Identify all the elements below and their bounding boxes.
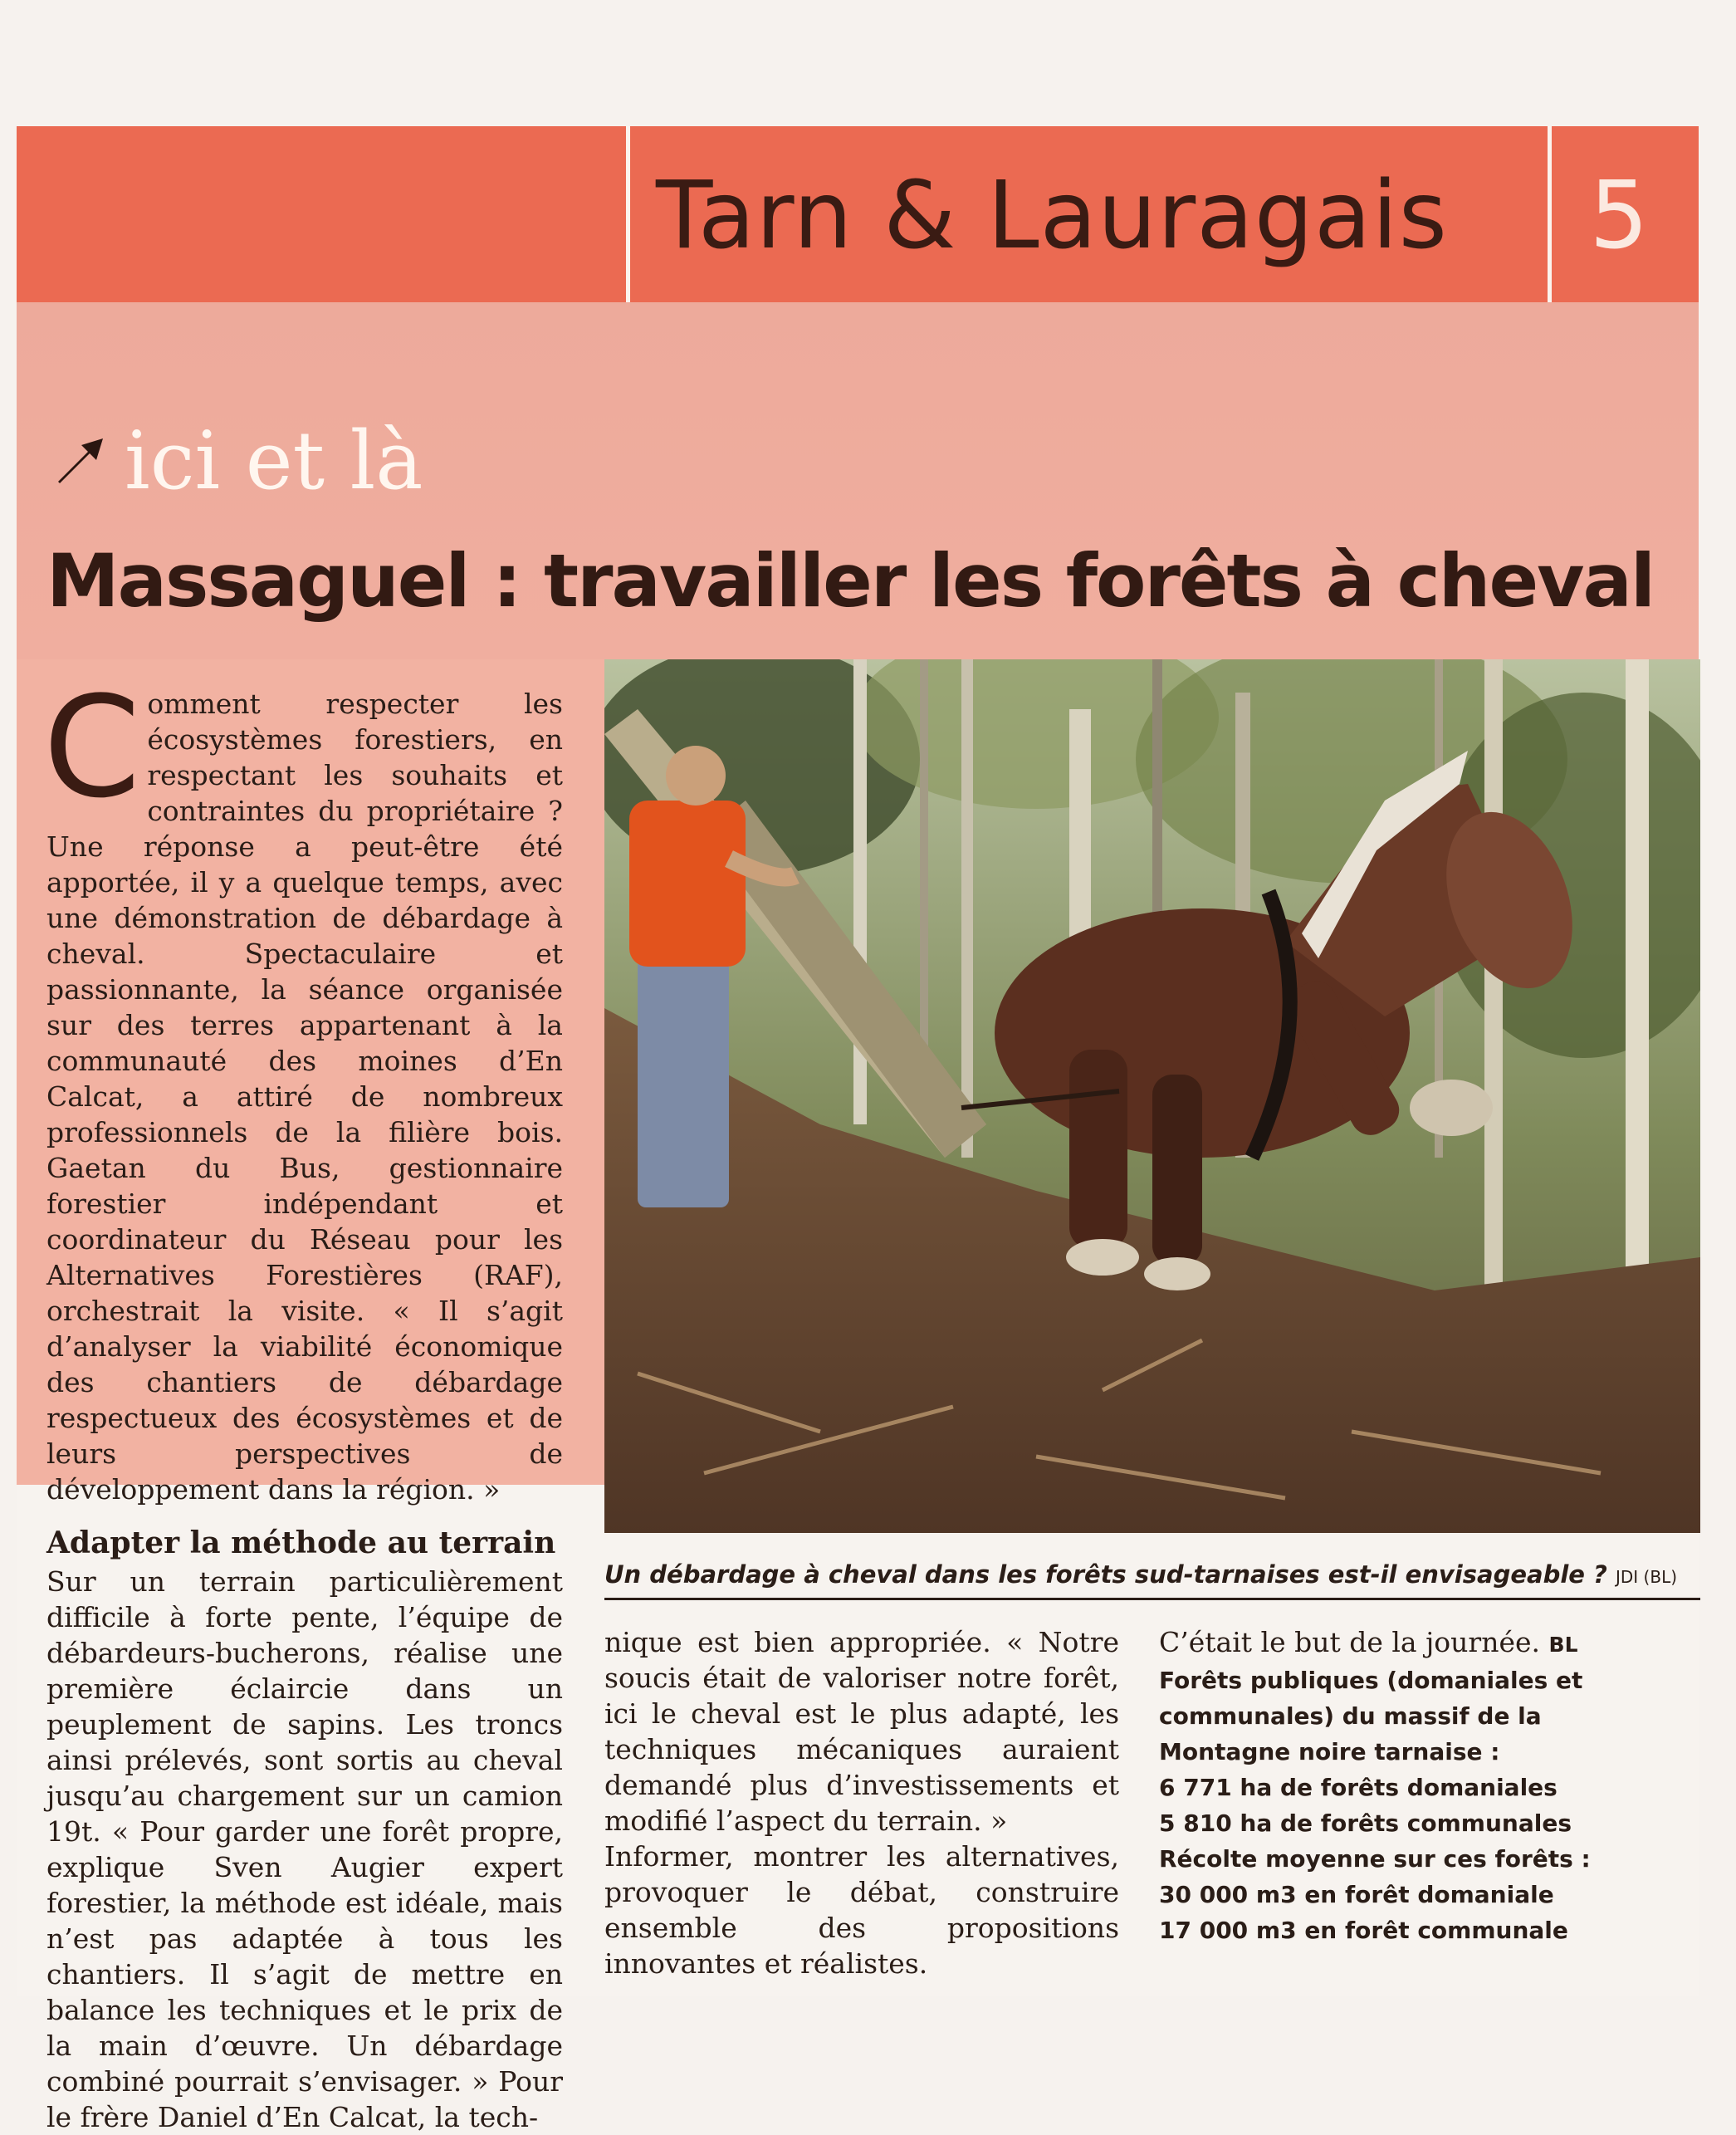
body-paragraph: Sur un terrain particulièrement difficile à forte pente, l’équipe de débardeurs-bucherons, réalise une première éclaircie dans un peuplement de sapins. Les troncs ainsi prélevés, sont sortis au cheval jusqu’au chargement sur un camion 19t. « Pour garder une forêt propre, explique Sven Augier expert forestier, la méthode est idéale, mais n’est pas adaptée à tous les chantiers. Il s’agit de mettre en balance les techniques et le prix de la main d’œuvre. Un débardage combiné pourrait s’envisager. » Pour le frère Daniel d’En Calcat, la tech- <box>46 1565 563 2133</box>
page-number: 5 <box>1589 162 1649 270</box>
photo-caption <box>604 1553 1700 1596</box>
article-headline: Massaguel : travailler les forêts à cheval <box>46 538 1655 624</box>
intro-paragraph: omment respecter les écosystèmes forestiers, en respectant les souhaits et contraintes du propriétaire ? Une réponse a peut-être été apportée, il y a quelque temps, avec une démonstration de débardage à cheval. Spectaculaire et passionnante, la séance organisée sur des terres appartenant à la communauté des moines d’En Calcat, a attiré de nombreux professionnels de la filière bois. Gaetan du Bus, gestionnaire forestier indépendant et coordinateur du Réseau pour les Alternatives Forestières (RAF), orchestrait la visite. « Il s’agit d’analyser la viabilité économique des chantiers de débardage respectueux des écosystèmes et de leurs perspectives de développement dans la région. » <box>46 688 563 1506</box>
section-title: Tarn & Lauragais <box>656 162 1448 270</box>
column-3 <box>1159 1624 1674 1948</box>
body-paragraph: Informer, montrer les alternatives, provoquer le débat, construire ensemble des propositions innovantes et réalistes. <box>604 1840 1119 1980</box>
factbox-line: 17 000 m3 en forêt communale <box>1159 1917 1568 1944</box>
body-paragraph: nique est bien appropriée. « Notre soucis était de valoriser notre forêt, ici le cheval est le plus adapté, les techniques mécaniques auraient demandé plus d’investissements et modifié l’aspect du terrain. » <box>604 1626 1119 1837</box>
caption-rule <box>604 1598 1700 1600</box>
caption-text: Un débardage à cheval dans les forêts sud-tarnaises est-il envisageable ? <box>604 1560 1607 1589</box>
drop-cap: C <box>43 666 141 829</box>
arrow-icon <box>53 432 111 490</box>
banner-divider <box>626 126 630 302</box>
photo-credit: JDI (BL) <box>1615 1567 1678 1587</box>
subheading: Adapter la méthode au terrain <box>46 1525 556 1560</box>
factbox-line: 5 810 ha de forêts communales <box>1159 1809 1572 1837</box>
column-2 <box>604 1624 1119 1981</box>
factbox-line: 30 000 m3 en forêt domaniale <box>1159 1881 1554 1908</box>
factbox-line: 6 771 ha de forêts domaniales <box>1159 1774 1558 1801</box>
factbox-line: Récolte moyenne sur ces forêts : <box>1159 1845 1591 1873</box>
rubric-label: ici et là <box>125 414 423 507</box>
horse-logging-photo <box>604 659 1700 1533</box>
author-signature: BL <box>1548 1633 1578 1657</box>
factbox-line: Forêts publiques (domaniales et communales) du massif de la Montagne noire tarnaise : <box>1159 1667 1583 1765</box>
factbox <box>1159 1662 1674 1948</box>
column-1 <box>43 666 563 2135</box>
closing-sentence: C’était le but de la journée. <box>1159 1626 1541 1658</box>
banner-divider <box>1548 126 1552 302</box>
